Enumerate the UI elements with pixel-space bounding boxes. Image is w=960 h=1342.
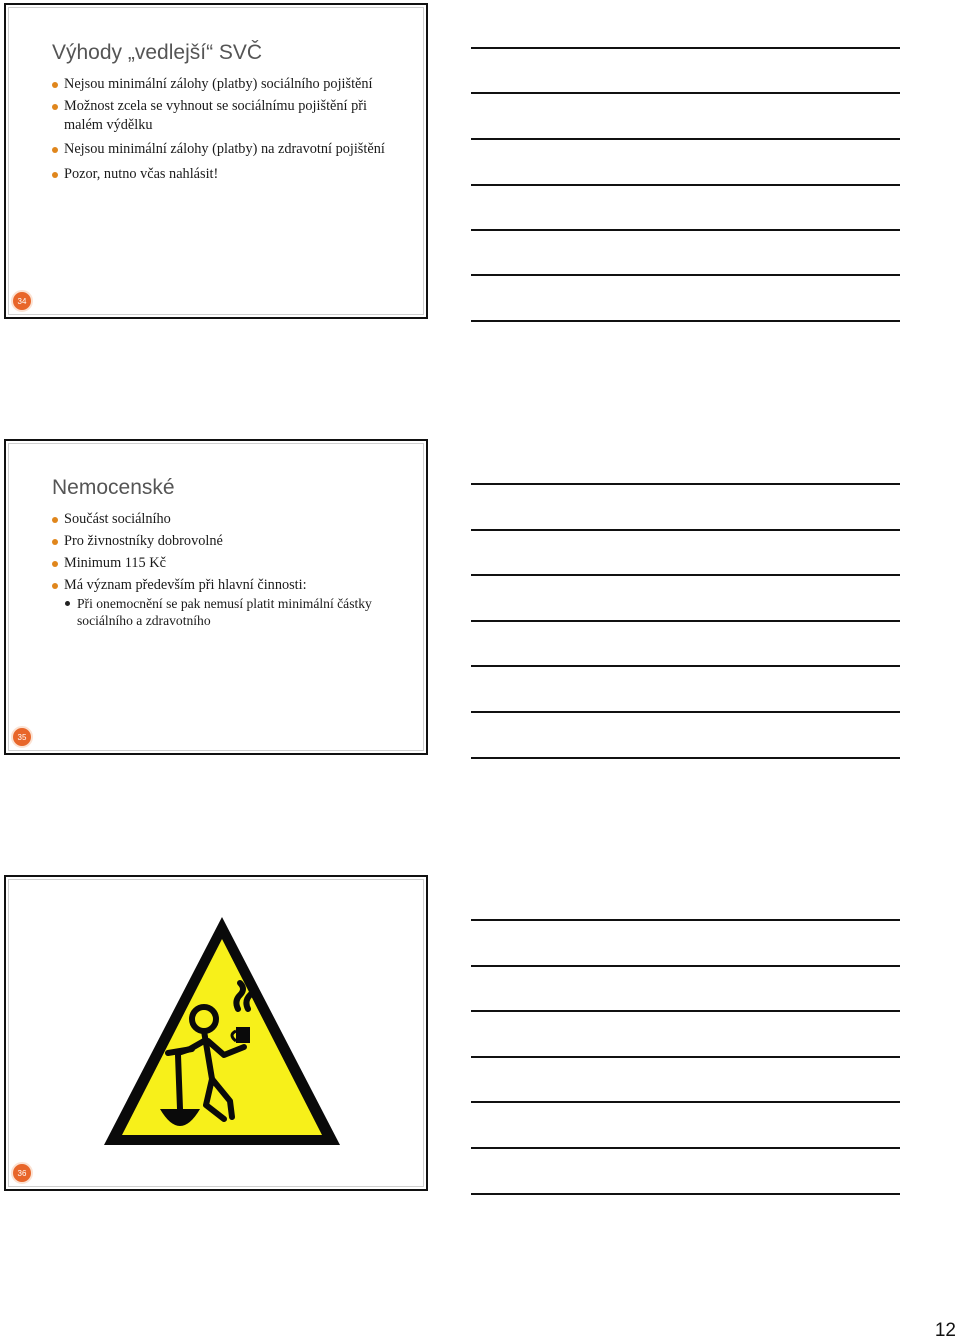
list-item: Minimum 115 Kč — [52, 554, 406, 573]
note-line — [471, 665, 900, 667]
note-line — [471, 965, 900, 967]
bullet-list — [52, 75, 406, 184]
note-line — [471, 184, 900, 186]
note-line — [471, 1056, 900, 1058]
note-line — [471, 92, 900, 94]
slide-number-badge: 36 — [11, 1162, 33, 1184]
note-line — [471, 1101, 900, 1103]
note-line — [471, 229, 900, 231]
slide-title: Výhody „vedlejší“ SVČ — [52, 41, 263, 64]
list-item: Pozor, nutno včas nahlásit! — [52, 165, 406, 184]
note-line — [471, 574, 900, 576]
list-item: Má význam především při hlavní činnosti: — [52, 576, 406, 595]
bullet-list — [52, 510, 406, 629]
note-line — [471, 620, 900, 622]
note-line — [471, 757, 900, 759]
slide-36 — [4, 875, 428, 1191]
sub-list-item: Při onemocnění se pak nemusí platit minimální částky sociálního a zdravotního — [65, 595, 406, 629]
note-line — [471, 919, 900, 921]
list-item: Součást sociálního — [52, 510, 406, 529]
warning-sign-lazy-worker-icon — [100, 913, 344, 1151]
note-line — [471, 138, 900, 140]
note-line — [471, 483, 900, 485]
page-number: 12 — [934, 1320, 956, 1341]
list-item: Možnost zcela se vyhnout se sociálnímu pojištění při malém výdělku — [52, 97, 406, 135]
note-line — [471, 1193, 900, 1195]
note-line — [471, 529, 900, 531]
slide-35 — [4, 439, 428, 755]
note-line — [471, 320, 900, 322]
note-line — [471, 1010, 900, 1012]
note-line — [471, 274, 900, 276]
slide-number-badge: 35 — [11, 726, 33, 748]
list-item: Pro živnostníky dobrovolné — [52, 532, 406, 551]
slide-number-badge: 34 — [11, 290, 33, 312]
slide-title: Nemocenské — [52, 476, 175, 499]
note-line — [471, 1147, 900, 1149]
note-line — [471, 47, 900, 49]
list-item: Nejsou minimální zálohy (platby) na zdravotní pojištění — [52, 140, 406, 159]
list-item: Nejsou minimální zálohy (platby) sociálního pojištění — [52, 75, 406, 94]
note-line — [471, 711, 900, 713]
slide-34 — [4, 3, 428, 319]
